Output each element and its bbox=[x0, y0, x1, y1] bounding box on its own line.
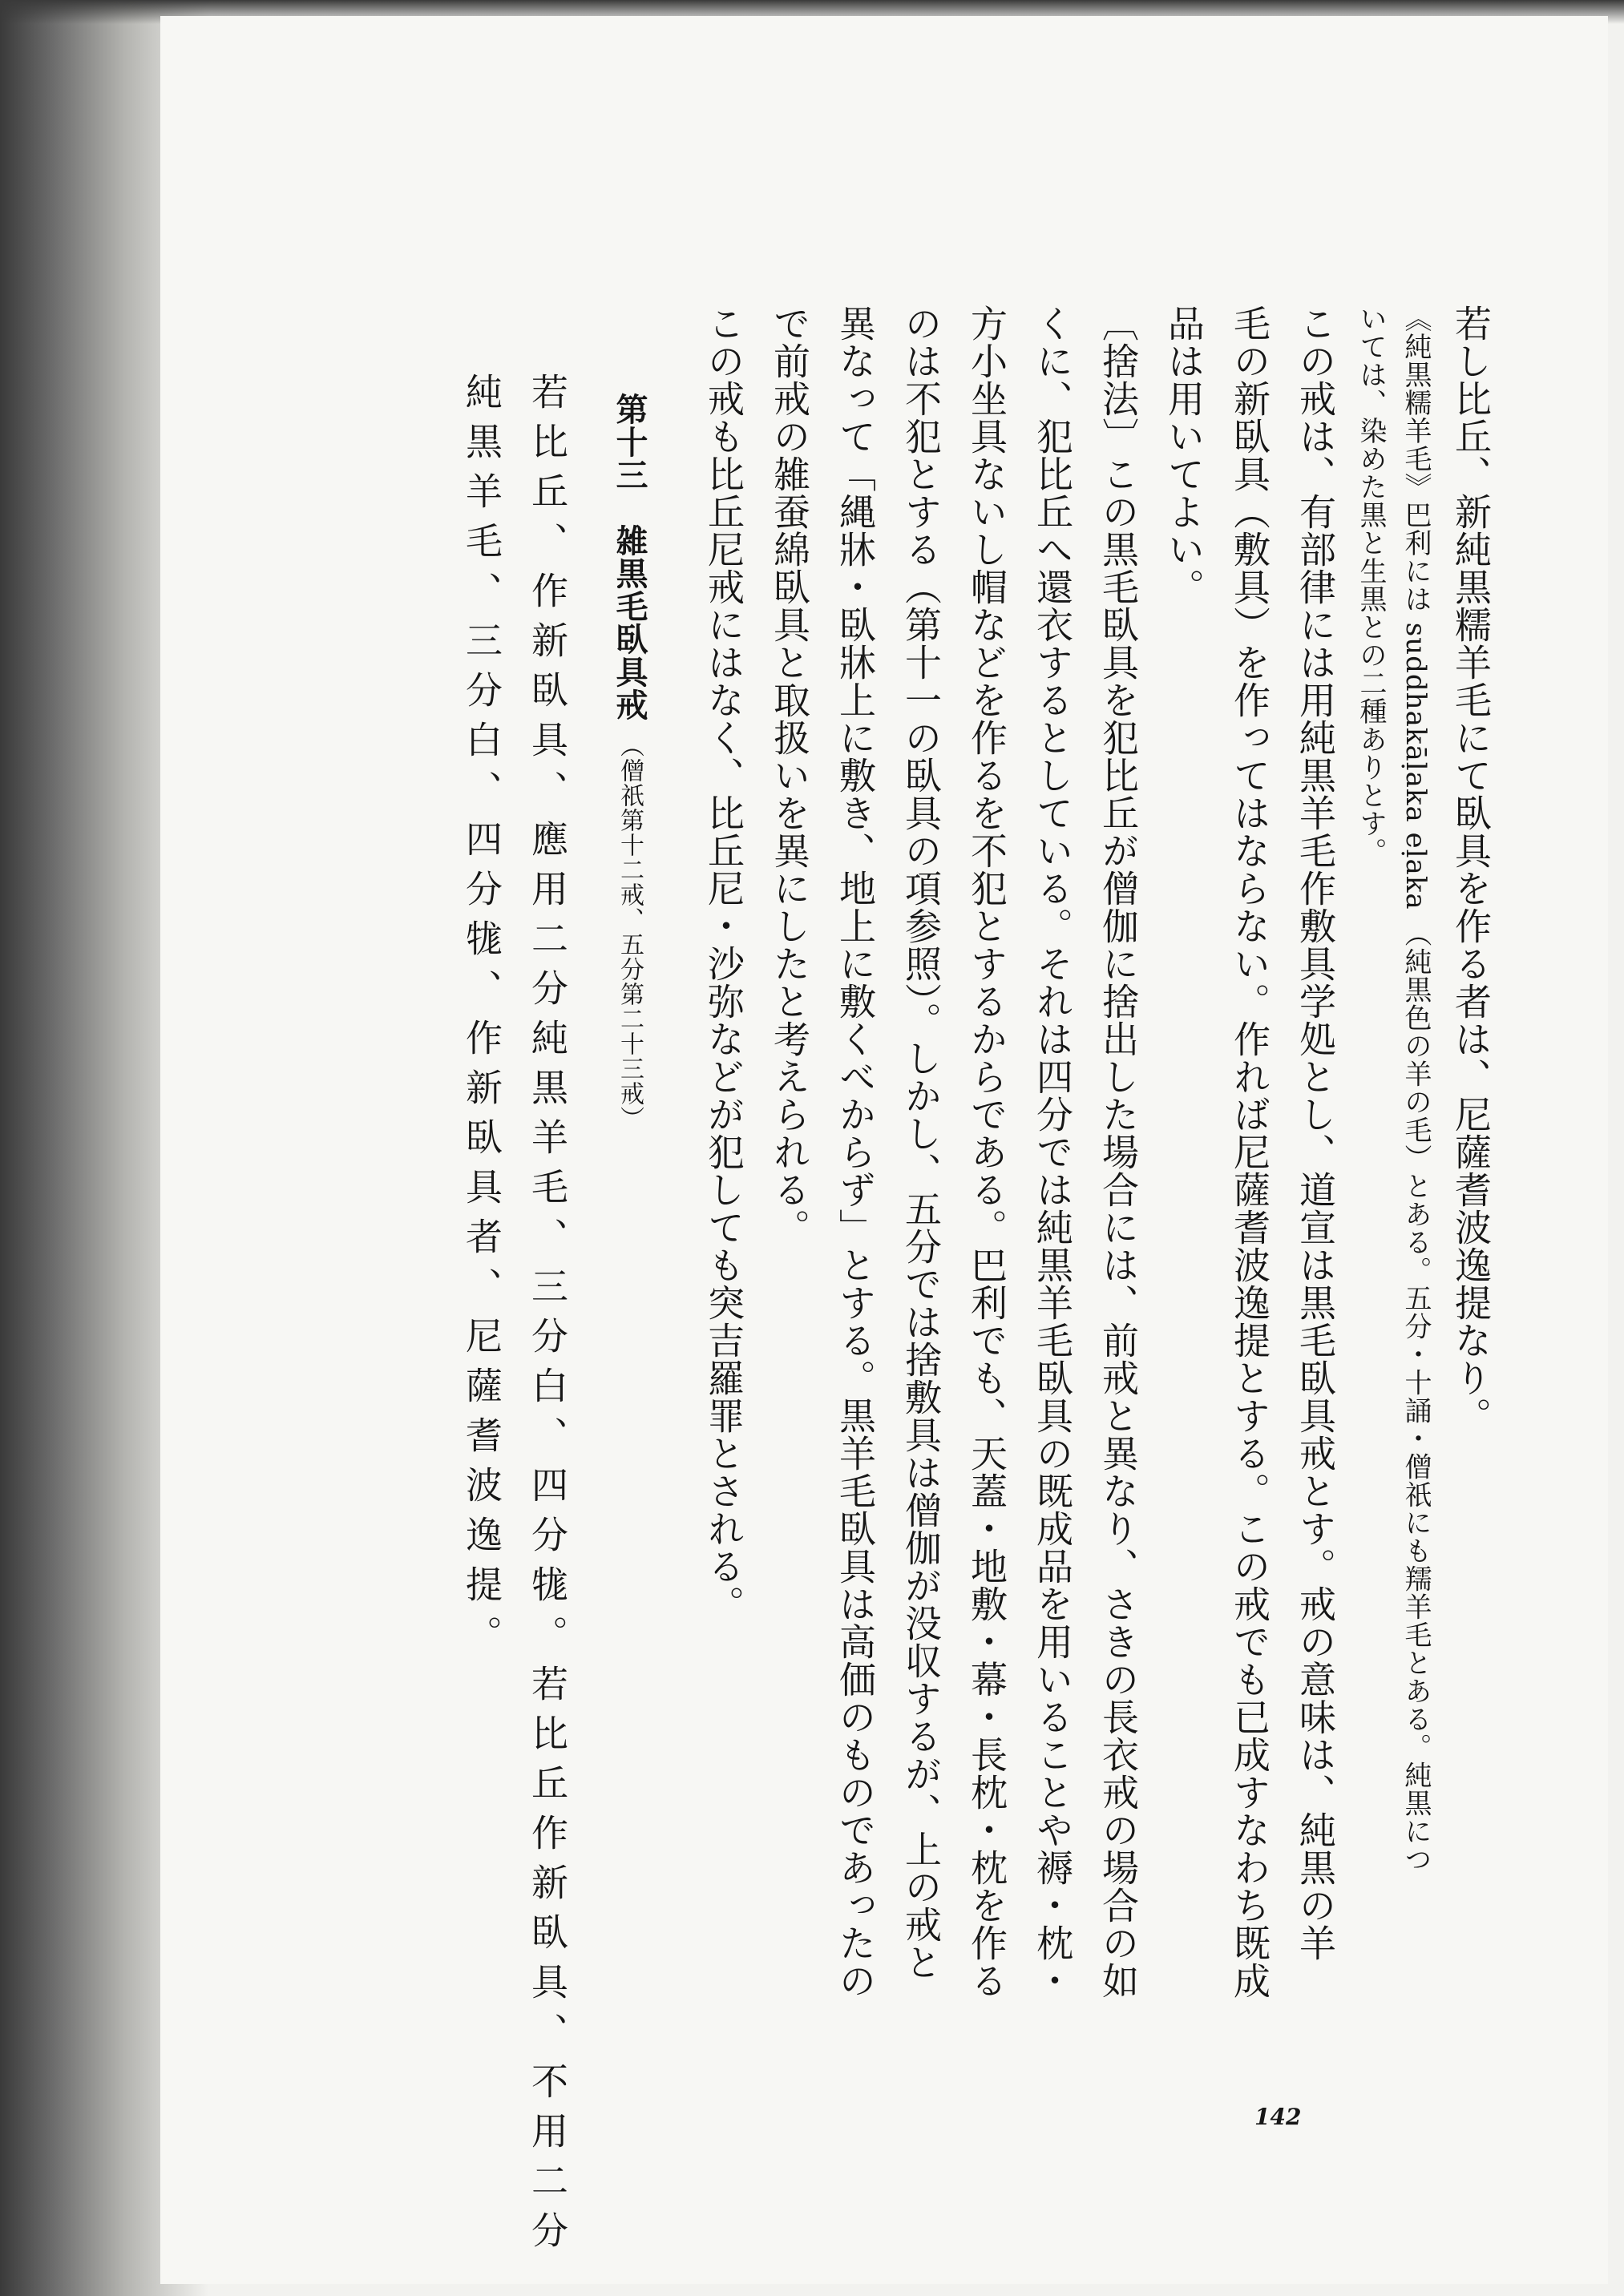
article-heading bbox=[596, 305, 662, 2116]
paragraph-line: で前戒の雑蚕綿臥具と取扱いを異にしたと考えられる。 bbox=[768, 305, 811, 1246]
paragraph-line: この戒は、有部律には用純黒羊毛作敷具学処とし、道宣は黒毛臥具戒とす。戒の意味は、純黒の羊 bbox=[1294, 305, 1337, 1962]
article-reference: （僧祇第十二戒、五分第二十三戒） bbox=[616, 732, 644, 1131]
paragraph-line: くに、犯比丘へ還衣するとしている。それは四分では純黒羊毛臥具の既成品を用いることや褥・枕・ bbox=[1031, 305, 1074, 1999]
paragraph-line: 品は用いてよい。 bbox=[1162, 305, 1206, 606]
paragraph-line: 〔捨法〕この黒毛臥具を犯比丘が僧伽に捨出した場合には、前戒と異なり、さきの長衣戒の場合の如 bbox=[1097, 305, 1140, 1999]
paragraph-line: のは不犯とする（第十一の臥具の項参照）。しかし、五分では捨敷具は僧伽が没収するが、上の戒と bbox=[899, 305, 943, 1981]
article-title: 第十三 雑黒毛臥具戒 bbox=[611, 393, 648, 721]
annotation-line: いては、染めた黒と生黒との二種ありとす。 bbox=[1355, 305, 1387, 866]
precept-quote-line: 純黒羊毛、三分白、四分牻、作新臥具者、尼薩耆波逸提。 bbox=[460, 373, 503, 1664]
paragraph-line: 方小坐具ないし帽などを作るを不犯とするからである。巴利でも、天蓋・地敷・幕・長枕・枕を作る bbox=[965, 305, 1008, 1999]
annotation-line: 《純黒糯羊毛》巴利には suddhakāḷaka eḷaka （純黒色の羊の毛）とある。五分・十誦・僧祇にも羺羊毛とある。純黒につ bbox=[1400, 305, 1432, 1874]
precept-quote-line: 若比丘、作新臥具、應用二分純黒羊毛、三分白、四分牻。若比丘作新臥具、不用二分 bbox=[526, 373, 569, 2261]
paragraph-line: 異なって「縄牀・臥牀上に敷き、地上に敷くべからず」とする。黒羊毛臥具は高価のものであったの bbox=[834, 305, 877, 1999]
paragraph-line: 毛の新臥具（敷具）を作ってはならない。作れば尼薩耆波逸提とする。この戒でも已成すなわち既成 bbox=[1228, 305, 1271, 1999]
page-number: 142 bbox=[1254, 2104, 1302, 2130]
rule-text: 若し比丘、新純黒糯羊毛にて臥具を作る者は、尼薩耆波逸提なり。 bbox=[1449, 305, 1493, 1434]
paragraph-line: この戒も比丘尼戒にはなく、比丘尼・沙弥などが犯しても突吉羅罪とされる。 bbox=[702, 305, 745, 1623]
